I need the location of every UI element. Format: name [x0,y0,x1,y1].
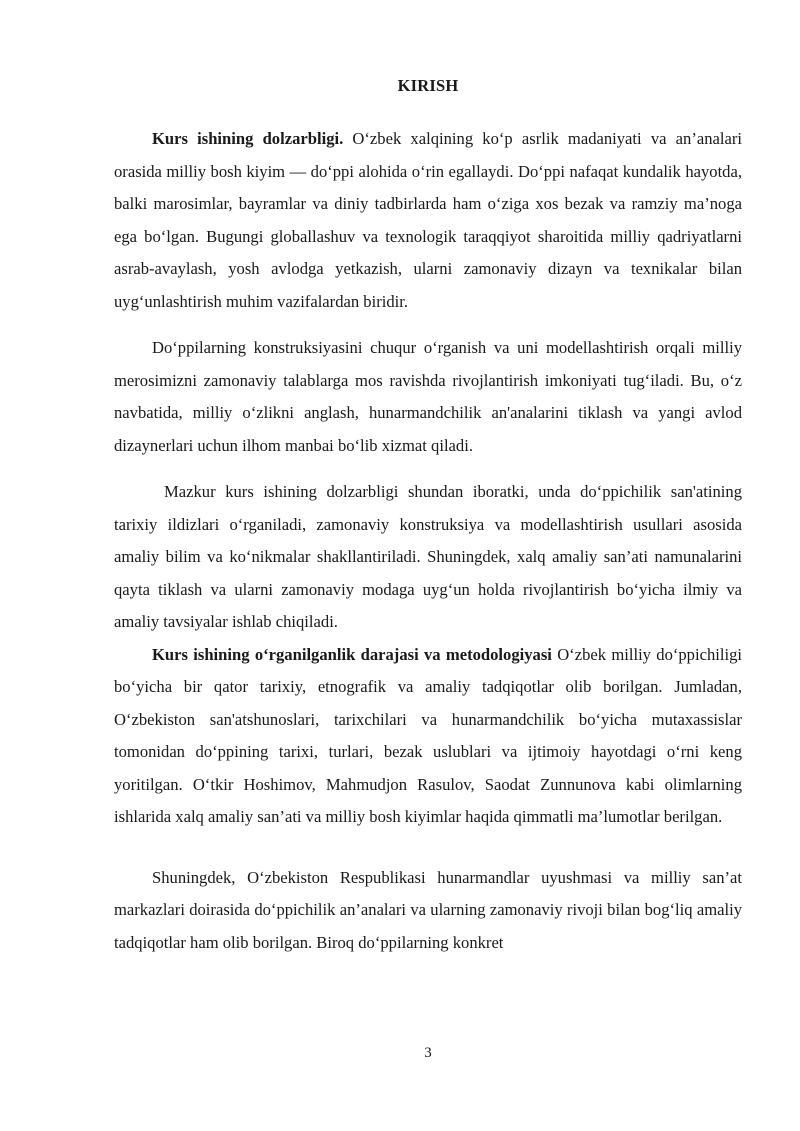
paragraph-relevance [114,123,742,318]
paragraph-text: Mazkur kurs ishining dolzarbligi shundan iboratki, unda do‘ppichilik san'atining tarixiy ildizlari o‘rganiladi, zamonaviy konstruksiya va modellashtirish usullari asosida amaliy bilim va ko‘nikmalar shakllantiriladi. Shuningdek, xalq amaliy san’ati namunalarini qayta tiklash va ularni zamonaviy modaga uyg‘un holda rivojlantirish bo‘yicha ilmiy va amaliy tavsiyalar ishlab chiqiladi. [114,482,742,631]
paragraph-lead-methodology: Kurs ishining o‘rganilganlik darajasi va metodologiyasi [152,644,552,664]
paragraph-lead-relevance: Kurs ishining dolzarbligi. [152,129,344,148]
paragraph-text: Do‘ppilarning konstruksiyasini chuqur o‘rganish va uni modellashtirish orqali milliy merosimizni zamonaviy talablarga mos ravishda rivojlantirish imkoniyati tug‘iladi. Bu, o‘z navbatida, milliy o‘zlikni anglash, hunarmandchilik an'analarini tiklash va yangi avlod dizaynerlari uchun ilhom manbai bo‘lib xizmat qiladi. [114,338,742,455]
paragraph-construction [114,332,742,462]
paragraph-text: O‘zbek milliy do‘ppichiligi bo‘yicha bir qator tarixiy, etnografik va amaliy tadqiqotlar olib borilgan. Jumladan, O‘zbekiston san'atshunoslari, tarixchilari va hunarmandchilik bo‘yicha mutaxassislar tomonidan do‘ppining tarixi, turlari, bezak uslublari va ijtimoiy hayotdagi o‘rni keng yoritilgan. O‘tkir Hoshimov, Mahmudjon Rasulov, Saodat Zunnunova kabi olimlarning ishlarida xalq amaliy san’ati va milliy bosh kiyimlar haqida qimmatli ma’lumotlar berilgan. [114,644,742,826]
page-number: 3 [424,1045,432,1061]
paragraph-methodology [114,639,742,834]
paragraph-text: O‘zbek xalqining ko‘p asrlik madaniyati va an’analari orasida milliy bosh kiyim — do‘ppi alohida o‘rin egallaydi. Do‘ppi nafaqat kundalik hayotda, balki marosimlar, bayramlar va diniy tadbirlarda ham o‘ziga xos bezak va ramziy ma’noga ega bo‘lgan. Bugungi globallashuv va texnologik taraqqiyot sharoitida milliy qadriyatlarni asrab-avaylash, yosh avlodga yetkazish, ularni zamonaviy dizayn va texnikalar bilan uyg‘unlashtirish muhim vazifalardan biridir. [114,129,742,311]
page-title: KIRISH [397,76,459,95]
paragraph-text: Shuningdek, O‘zbekiston Respublikasi hunarmandlar uyushmasi va milliy san’at markazlari doirasida do‘ppichilik an’analari va ularning zamonaviy rivoji bilan bog‘liq amaliy tadqiqotlar ham olib borilgan. Biroq do‘ppilarning konkret [114,867,742,952]
paragraph-research [114,862,742,960]
document-body [114,123,742,959]
paragraph-purpose [114,476,742,639]
